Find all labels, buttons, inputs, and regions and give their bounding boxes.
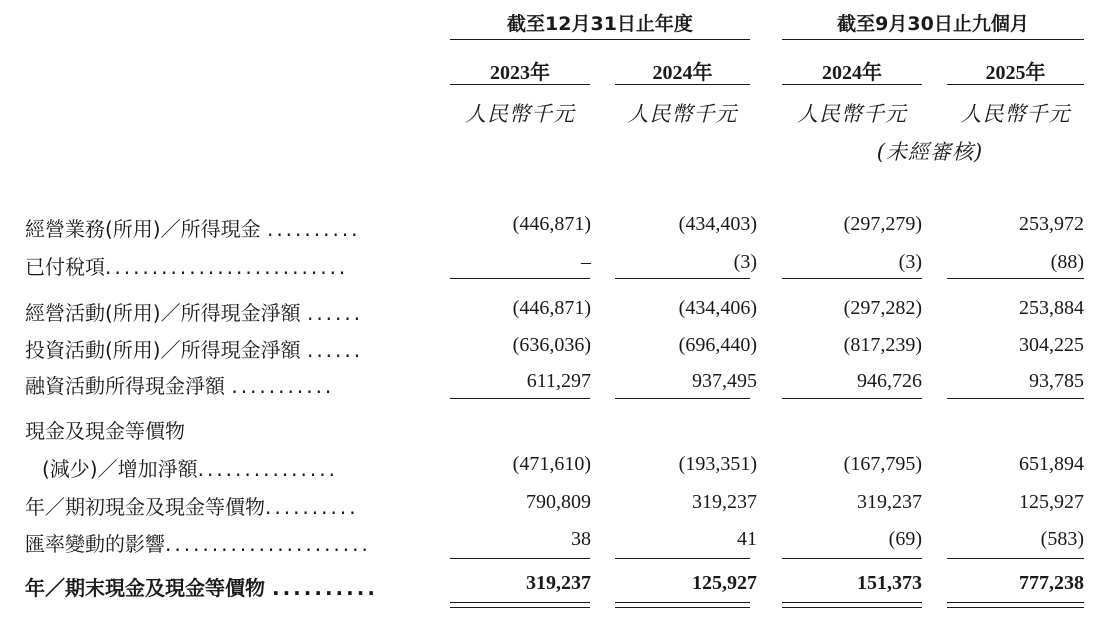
- row4-val-2: 937,495: [692, 370, 757, 392]
- subtotal-rule-3b: [615, 558, 750, 559]
- subtotal-rule-3a: [450, 558, 590, 559]
- subtotal-rule-1a: [450, 278, 590, 279]
- row8-val-2: 41: [737, 528, 757, 550]
- col-rule-3: [782, 84, 922, 85]
- header-group-rule-year: [450, 39, 750, 40]
- subtotal-rule-2b: [615, 398, 750, 399]
- row9-val-3: 151,373: [857, 572, 922, 594]
- header-year-group: 截至12月31日止年度: [507, 13, 693, 35]
- total-rule-1c: [782, 602, 922, 603]
- total-rule-1d: [947, 602, 1084, 603]
- col-header-2024-period: 2024年: [822, 62, 882, 84]
- header-period-group: 截至9月30日止九個月: [837, 13, 1029, 35]
- row1-val-3: (3): [898, 251, 922, 273]
- row3-val-1: (636,036): [512, 334, 591, 356]
- subtotal-rule-1c: [782, 278, 922, 279]
- col-rule-4: [947, 84, 1084, 85]
- subtotal-rule-3d: [947, 558, 1084, 559]
- row2-val-3: (297,282): [843, 297, 922, 319]
- unit-col-3: 人民幣千元: [797, 102, 907, 126]
- row3-val-2: (696,440): [678, 334, 757, 356]
- row8-val-1: 38: [571, 528, 591, 550]
- subtotal-rule-3c: [782, 558, 922, 559]
- row6-val-4: 651,894: [1019, 453, 1084, 475]
- row9-val-4: 777,238: [1019, 572, 1084, 594]
- row0-val-3: (297,279): [843, 213, 922, 235]
- subtotal-rule-2c: [782, 398, 922, 399]
- col-header-2024: 2024年: [652, 62, 713, 84]
- row-label-cash-equivalents: 現金及現金等價物: [25, 419, 185, 443]
- subtotal-rule-1b: [615, 278, 750, 279]
- row0-val-4: 253,972: [1019, 213, 1084, 235]
- row-label-opening-cash: 年／期初現金及現金等價物..........: [25, 495, 359, 519]
- row1-val-4: (88): [1050, 251, 1084, 273]
- row1-val-2: (3): [733, 251, 757, 273]
- row3-val-3: (817,239): [843, 334, 922, 356]
- row7-val-2: 319,237: [692, 491, 757, 513]
- row7-val-4: 125,927: [1019, 491, 1084, 513]
- col-header-2023: 2023年: [490, 62, 550, 84]
- row8-val-3: (69): [888, 528, 922, 550]
- row-label-closing-cash: 年／期末現金及現金等價物 ..........: [25, 576, 378, 600]
- row2-val-1: (446,871): [512, 297, 591, 319]
- total-rule-2d: [947, 607, 1084, 608]
- row3-val-4: 304,225: [1019, 334, 1084, 356]
- total-rule-2b: [615, 607, 750, 608]
- row9-val-1: 319,237: [526, 572, 591, 594]
- total-rule-2a: [450, 607, 590, 608]
- total-rule-1a: [450, 602, 590, 603]
- row-label-net-investing: 投資活動(所用)／所得現金淨額 ......: [25, 338, 364, 362]
- row1-val-1: –: [581, 251, 591, 273]
- row2-val-2: (434,406): [678, 297, 757, 319]
- row7-val-1: 790,809: [526, 491, 591, 513]
- row6-val-2: (193,351): [678, 453, 757, 475]
- row6-val-1: (471,610): [512, 453, 591, 475]
- row-label-fx-effect: 匯率變動的影響......................: [25, 532, 371, 556]
- row-label-tax-paid: 已付稅項..........................: [25, 255, 349, 279]
- row4-val-4: 93,785: [1029, 370, 1084, 392]
- col-rule-2: [615, 84, 750, 85]
- row-label-operating-cash: 經營業務(所用)／所得現金 ..........: [25, 217, 361, 241]
- subtotal-rule-2d: [947, 398, 1084, 399]
- row6-val-3: (167,795): [843, 453, 922, 475]
- row9-val-2: 125,927: [692, 572, 757, 594]
- col-rule-1: [450, 84, 590, 85]
- col-header-2025-period: 2025年: [985, 62, 1046, 84]
- unit-col-2: 人民幣千元: [627, 102, 738, 126]
- row4-val-3: 946,726: [857, 370, 922, 392]
- row0-val-1: (446,871): [512, 213, 591, 235]
- row0-val-2: (434,403): [678, 213, 757, 235]
- unit-col-1: 人民幣千元: [465, 102, 575, 126]
- total-rule-1b: [615, 602, 750, 603]
- total-rule-2c: [782, 607, 922, 608]
- header-group-rule-period: [782, 39, 1084, 40]
- unaudited-note: (未經審核): [876, 140, 984, 164]
- row2-val-4: 253,884: [1019, 297, 1084, 319]
- row-label-net-change: (減少)／增加淨額...............: [42, 457, 338, 481]
- row-label-net-operating: 經營活動(所用)／所得現金淨額 ......: [25, 301, 364, 325]
- row7-val-3: 319,237: [857, 491, 922, 513]
- unit-col-4: 人民幣千元: [960, 102, 1071, 126]
- row4-val-1: 611,297: [526, 370, 591, 392]
- subtotal-rule-2a: [450, 398, 590, 399]
- subtotal-rule-1d: [947, 278, 1084, 279]
- row-label-net-financing: 融資活動所得現金淨額 ...........: [25, 374, 335, 398]
- row8-val-4: (583): [1040, 528, 1084, 550]
